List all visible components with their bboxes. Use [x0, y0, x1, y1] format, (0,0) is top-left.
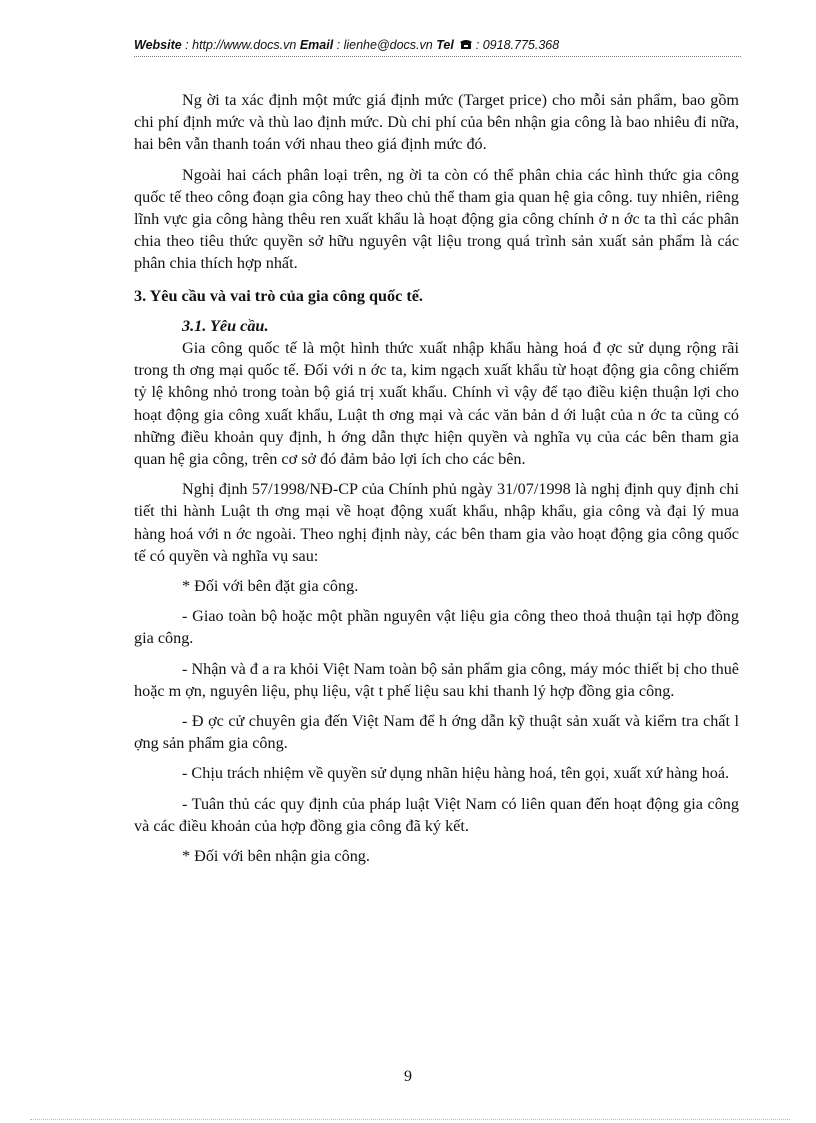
tel-label: Tel [436, 38, 454, 52]
phone-icon [460, 39, 472, 50]
paragraph: - Nhận và đ a ra khỏi Việt Nam toàn bộ sản phẩm gia công, máy móc thiết bị cho thuê hoặc m ợn, nguyên liệu, phụ liệu, vật t phế liệu sau khi thanh lý hợp đồng gia công. [134, 659, 739, 700]
tel-value: : 0918.775.368 [472, 38, 560, 52]
page-bottom-border [30, 1119, 790, 1120]
website-value: : http://www.docs.vn [181, 38, 300, 52]
subsection-heading: 3.1. Yêu cầu. [182, 316, 269, 335]
page-header [134, 38, 740, 52]
paragraph: * Đối với bên nhận gia công. [182, 847, 370, 866]
email-value: : lienhe@docs.vn [333, 38, 437, 52]
paragraph: Ng ời ta xác định một mức giá định mức (Target price) cho mỗi sản phẩm, bao gồm chi phí định mức và thù lao định mức. Dù chi phí của bên nhận gia công là bao nhiêu đi nữa, hai bên vẫn thanh toán với nhau theo giá định mức đó. [134, 91, 739, 154]
page-number: 9 [404, 1068, 412, 1085]
paragraph: - Tuân thủ các quy định của pháp luật Việt Nam có liên quan đến hoạt động gia công và các điều khoản của hợp đồng gia công đã ký kết. [134, 794, 739, 835]
paragraph: Gia công quốc tế là một hình thức xuất nhập khẩu hàng hoá đ ợc sử dụng rộng rãi trong th ơng mại quốc tế. Đối với n ớc ta, kim ngạch xuất khẩu từ hoạt động gia công chiếm tỷ lệ không nhỏ trong toàn bộ giá trị xuất khẩu. Chính vì vậy để tạo điều kiện thuận lợi cho hoạt động gia công xuất khẩu, Luật th ơng mại và các văn bản d ới luật của n ớc ta cũng có những điều khoản quy định, h ớng dẫn thực hiện quyền và nghĩa vụ của các bên tham gia quan hệ gia công, trên cơ sở đó đảm bảo lợi ích cho các bên. [134, 339, 739, 469]
paragraph: * Đối với bên đặt gia công. [182, 577, 359, 596]
email-label: Email [299, 38, 334, 52]
paragraph: - Giao toàn bộ hoặc một phần nguyên vật liệu gia công theo thoả thuận tại hợp đồng gia công. [134, 607, 739, 648]
paragraph: Nghị định 57/1998/NĐ-CP của Chính phủ ngày 31/07/1998 là nghị định quy định chi tiết thi hành Luật th ơng mại về hoạt động xuất khẩu, nhập khẩu, gia công và đại lý mua hàng hoá với n ớc ngoài. Theo nghị định này, các bên tham gia vào hoạt động gia công quốc tế có quyền và nghĩa vụ sau: [134, 480, 739, 565]
website-label: Website [134, 38, 182, 52]
section-heading: 3. Yêu cầu và vai trò của gia công quốc tế. [134, 286, 423, 305]
paragraph: - Chịu trách nhiệm về quyền sử dụng nhãn hiệu hàng hoá, tên gọi, xuất xứ hàng hoá. [182, 764, 730, 783]
paragraph: Ngoài hai cách phân loại trên, ng ời ta còn có thể phân chia các hình thức gia công quốc tế theo công đoạn gia công hay theo chủ thể tham gia quan hệ gia công. tuy nhiên, riêng lĩnh vực gia công hàng thêu ren xuất khẩu là hoạt động gia công chính ở n ớc ta thì các phân chia theo tiêu thức quyền sở hữu nguyên vật liệu trong quá trình sản xuất sản phẩm là các phân chia thích hợp nhất. [134, 165, 739, 273]
body-text [134, 89, 739, 867]
header-divider [134, 56, 741, 57]
paragraph: - Đ ợc cử chuyên gia đến Việt Nam để h ớng dẫn kỹ thuật sản xuất và kiểm tra chất l ợng sản phẩm gia công. [134, 712, 739, 753]
